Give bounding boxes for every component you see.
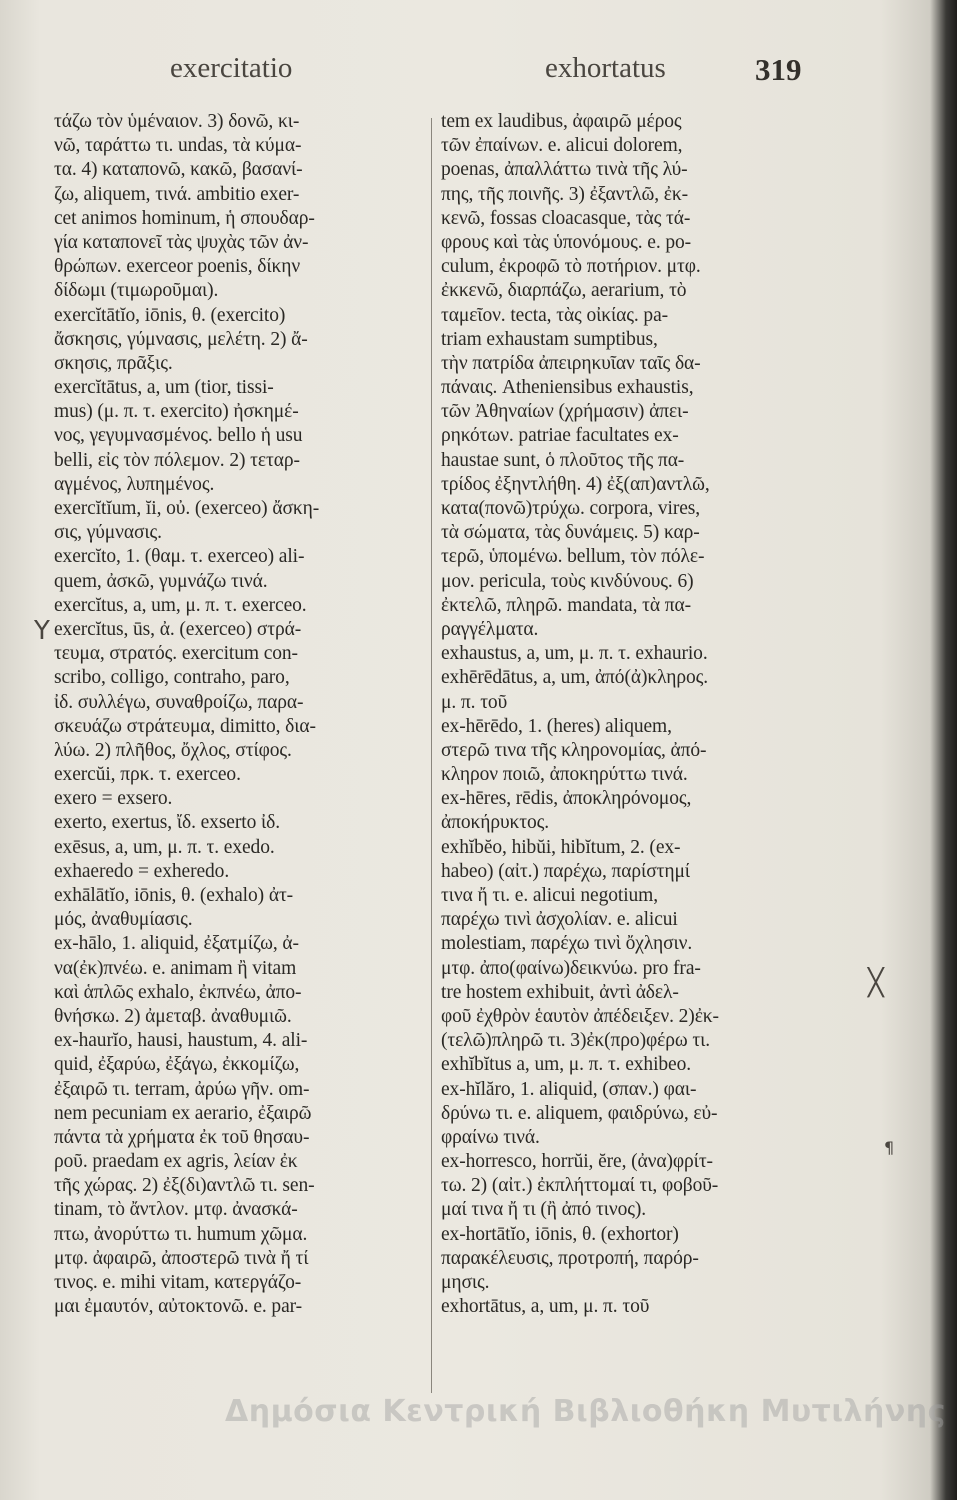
dictionary-line: αγμένος, λυπημένος.	[54, 473, 215, 495]
dictionary-line: πάντα τὰ χρήματα ἐκ τοῦ θησαυ-	[54, 1126, 310, 1148]
dictionary-line: quid, ἐξαρύω, ἐξάγω, ἐκκομίζω,	[54, 1054, 300, 1076]
page-number: 319	[755, 52, 802, 87]
dictionary-line: δίδωμι (τιμωροῦμαι).	[54, 280, 219, 302]
dictionary-line: ex-hālo, 1. aliquid, ἐξατμίζω, ἀ-	[54, 933, 299, 955]
dictionary-line: tinam, τὸ ἄντλον. μτφ. ἀνασκά-	[54, 1199, 298, 1221]
dictionary-line: μτφ. ἀπο(φαίνω)δεικνύω. pro fra-	[441, 957, 701, 979]
dictionary-line: τινος. e. mihi vitam, κατεργάζο-	[54, 1272, 302, 1293]
dictionary-line: ἐκκενῶ, διαρπάζω, aerarium, τὸ	[441, 280, 687, 302]
dictionary-line: exhortātus, a, um, μ. π. τοῦ	[441, 1296, 650, 1318]
dictionary-line: exercĭtus, a, um, μ. π. τ. exerceo.	[54, 594, 307, 616]
dictionary-line: ταμεῖον. tecta, τὰς οἰκίας. pa-	[441, 304, 669, 326]
dictionary-line: πτω, ἀνορύττω τι. humum χῶμα.	[54, 1223, 308, 1245]
dictionary-line: να(ἐκ)πνέω. e. animam ἢ vitam	[54, 957, 297, 979]
header-center-word: exhortatus	[545, 52, 666, 84]
dictionary-line: exercĭtus, ūs, ἀ. (exerceo) στρά-	[54, 618, 302, 640]
dictionary-line: μαί τινα ἤ τι (ἢ ἀπό τινος).	[441, 1199, 647, 1221]
dictionary-line: tem ex laudibus, ἀφαιρῶ μέρος	[441, 111, 682, 132]
dictionary-line: exerto, exertus, ἴδ. exserto ἰδ.	[54, 812, 281, 834]
dictionary-line: τερῶ, ὑπομένω. bellum, τὸν πόλε-	[441, 546, 705, 568]
dictionary-line: τῶν Ἀθηναίων (χρήμασιν) ἀπει-	[441, 401, 689, 423]
dictionary-line: ἐξαιρῶ τι. terram, ἀρύω γῆν. om-	[54, 1078, 310, 1100]
dictionary-line: scribo, colligo, contraho, paro,	[54, 667, 290, 689]
dictionary-line: haustae sunt, ὁ πλοῦτος τῆς πα-	[441, 449, 685, 471]
dictionary-line: exhĭbĭtus a, um, μ. π. τ. exhibeo.	[441, 1054, 692, 1076]
dictionary-line: παρακέλευσις, προτροπή, παρόρ-	[441, 1247, 699, 1269]
dictionary-line: τρίδος ἐξηντλήθη. 4) ἐξ(απ)αντλῶ,	[441, 473, 710, 495]
dictionary-line: θρώπων. exerceor poenis, δίκην	[54, 256, 301, 278]
dictionary-line: exhaeredo = exheredo.	[54, 860, 230, 882]
dictionary-line: exercĭtĭum, ĭi, οὐ. (exerceo) ἄσκη-	[54, 498, 320, 519]
dictionary-line: ραγγέλματα.	[441, 618, 539, 640]
dictionary-line: molestiam, παρέχω τινὶ ὄχλησιν.	[441, 933, 693, 955]
dictionary-line: ex-hēres, rēdis, ἀποκληρόνομος,	[441, 788, 692, 810]
dictionary-line: exhērēdātus, a, um, ἀπό(ἀ)κληρος.	[441, 667, 709, 689]
dictionary-line: cet animos hominum, ἡ σπουδαρ-	[54, 207, 315, 229]
dictionary-line: μαι ἐμαυτόν, αὐτοκτονῶ. e. par-	[54, 1296, 303, 1318]
dictionary-line: πης, τῆς ποινῆς. 3) ἐξαντλῶ, ἐκ-	[441, 183, 688, 205]
dictionary-line: ἐκτελῶ, πληρῶ. mandata, τὰ πα-	[441, 594, 692, 616]
dictionary-line: τὰ σώματα, τὰς δυνάμεις. 5) καρ-	[441, 522, 700, 544]
dictionary-line: τευμα, στρατός. exercitum con-	[54, 643, 298, 665]
dictionary-line: τὴν πατρίδα ἀπειρηκυῖαν ταῖς δα-	[441, 352, 701, 374]
dictionary-line: exercĭtātus, a, um (tior, tissi-	[54, 377, 274, 399]
dictionary-line: exercŭi, πρκ. τ. exerceo.	[54, 764, 241, 786]
right-column	[441, 110, 821, 1319]
dictionary-line: poenas, ἀπαλλάττω τινὰ τῆς λύ-	[441, 159, 688, 181]
dictionary-line: exercĭtātĭo, iōnis, θ. (exercito)	[54, 304, 286, 326]
dictionary-line: τω. 2) (αἰτ.) ἐκπλήττομαί τι, φοβοῦ-	[441, 1175, 719, 1197]
dictionary-line: τινα ἤ τι. e. alicui negotium,	[441, 885, 659, 906]
dictionary-line: exhĭbĕo, hibŭi, hibĭtum, 2. (ex-	[441, 836, 681, 858]
dictionary-line: ἀποκήρυκτος.	[441, 812, 550, 834]
dictionary-line: (τελῶ)πληρῶ τι. 3)ἐκ(προ)φέρω τι.	[441, 1030, 711, 1052]
dictionary-line: κενῶ, fossas cloacasque, τὰς τά-	[441, 207, 691, 229]
right-margin-mark: ╳	[868, 968, 884, 998]
dictionary-line: culum, ἐκροφῶ τὸ ποτήριον. μτφ.	[441, 256, 701, 278]
right-small-mark: ¶	[884, 1138, 895, 1157]
dictionary-line: φοῦ ἐχθρὸν ἑαυτὸν ἀπέδειξεν. 2)ἐκ-	[441, 1005, 719, 1027]
dictionary-line: nem pecuniam ex aerario, ἐξαιρῶ	[54, 1102, 312, 1124]
dictionary-line: μ. π. τοῦ	[441, 691, 508, 713]
dictionary-line: ex-hērēdo, 1. (heres) aliquem,	[441, 715, 672, 737]
dictionary-line: γία καταπονεῖ τὰς ψυχὰς τῶν ἀν-	[54, 231, 309, 253]
dictionary-line: habeo) (αἰτ.) παρέχω, παρίστημί	[441, 860, 690, 882]
dictionary-line: ἰδ. συλλέγω, συναθροίζω, παρα-	[54, 691, 304, 713]
dictionary-line: exero = exsero.	[54, 788, 173, 810]
dictionary-line: μησις.	[441, 1272, 490, 1293]
dictionary-line: ex-hortātĭo, iōnis, θ. (exhortor)	[441, 1223, 679, 1245]
dictionary-line: τῶν ἐπαίνων. e. alicui dolorem,	[441, 135, 683, 157]
dictionary-line: σκησις, πρᾶξις.	[54, 352, 173, 374]
dictionary-line: λύω. 2) πλῆθος, ὄχλος, στίφος.	[54, 739, 292, 761]
dictionary-line: ἄσκησις, γύμνασις, μελέτη. 2) ἄ-	[54, 328, 308, 350]
dictionary-line: μτφ. ἀφαιρῶ, ἀποστερῶ τινὰ ἤ τί	[54, 1247, 309, 1269]
dictionary-line: tre hostem exhibuit, ἀντὶ ἀδελ-	[441, 981, 679, 1003]
dictionary-line: quem, ἀσκῶ, γυμνάζω τινά.	[54, 570, 268, 592]
dictionary-line: exercĭto, 1. (θαμ. τ. exerceo) ali-	[54, 546, 305, 568]
dictionary-line: στερῶ τινα τῆς κληρονομίας, ἀπό-	[441, 739, 707, 761]
dictionary-line: ex-haurĭo, hausi, haustum, 4. ali-	[54, 1030, 308, 1052]
library-watermark: Δημόσια Κεντρική Βιβλιοθήκη Μυτιλήνης	[225, 1394, 946, 1429]
page-header	[0, 52, 957, 92]
dictionary-line: παρέχω τινὶ ἀσχολίαν. e. alicui	[441, 909, 678, 931]
dictionary-line: μον. pericula, τοὺς κινδύνους. 6)	[441, 570, 694, 592]
dictionary-line: θνήσκω. 2) ἀμεταβ. ἀναθυμιῶ.	[54, 1005, 292, 1027]
dictionary-line: ex-hĭlăro, 1. aliquid, (σπαν.) φαι-	[441, 1078, 697, 1100]
dictionary-line: νος, γεγυμνασμένος. bello ἡ usu	[54, 425, 303, 447]
dictionary-line: ρηκότων. patriae facultates ex-	[441, 425, 679, 447]
dictionary-line: triam exhaustam sumptibus,	[441, 328, 658, 350]
dictionary-line: φραίνω τινά.	[441, 1126, 540, 1148]
dictionary-line: exhaustus, a, um, μ. π. τ. exhaurio.	[441, 643, 708, 665]
dictionary-line: νῶ, ταράττω τι. undas, τὰ κύμα-	[54, 135, 302, 157]
dictionary-line: δρύνω τι. e. aliquem, φαιδρύνω, εὐ-	[441, 1102, 718, 1124]
dictionary-line: belli, εἰς τὸν πόλεμον. 2) τεταρ-	[54, 449, 300, 471]
header-left-word: exercitatio	[170, 52, 293, 84]
dictionary-line: exhālātĭo, iōnis, θ. (exhalo) ἀτ-	[54, 885, 294, 906]
left-column	[54, 110, 434, 1319]
dictionary-line: κατα(πονῶ)τρύχω. corpora, vires,	[441, 498, 701, 519]
dictionary-line: φρους καὶ τὰς ὑπονόμους. e. po-	[441, 231, 692, 253]
dictionary-line: σκευάζω στράτευμα, dimitto, δια-	[54, 715, 316, 737]
dictionary-line: ζω, aliquem, τινά. ambitio exer-	[54, 183, 300, 205]
dictionary-line: ex-horresco, horrŭi, ĕre, (ἀνα)φρίτ-	[441, 1151, 713, 1173]
dictionary-line: σις, γύμνασις.	[54, 522, 162, 544]
dictionary-line: τάζω τὸν ὑμέναιον. 3) δονῶ, κι-	[54, 111, 300, 132]
dictionary-line: exēsus, a, um, μ. π. τ. exedo.	[54, 836, 275, 858]
dictionary-line: τῆς χώρας. 2) ἐξ(δι)αντλῶ τι. sen-	[54, 1175, 315, 1197]
dictionary-line: καὶ ἁπλῶς exhalo, ἐκπνέω, ἀπο-	[54, 981, 302, 1003]
dictionary-line: κληρον ποιῶ, ἀποκηρύττω τινά.	[441, 764, 688, 786]
dictionary-line: μός, ἀναθυμίασις.	[54, 909, 193, 931]
left-margin-mark: Y	[34, 616, 50, 646]
dictionary-line: πάναις. Atheniensibus exhaustis,	[441, 377, 694, 399]
dictionary-line: mus) (μ. π. τ. exercito) ἠσκημέ-	[54, 401, 299, 423]
dictionary-line: ροῦ. praedam ex agris, λείαν ἐκ	[54, 1151, 298, 1173]
dictionary-line: τα. 4) καταπονῶ, κακῶ, βασανί-	[54, 159, 303, 181]
